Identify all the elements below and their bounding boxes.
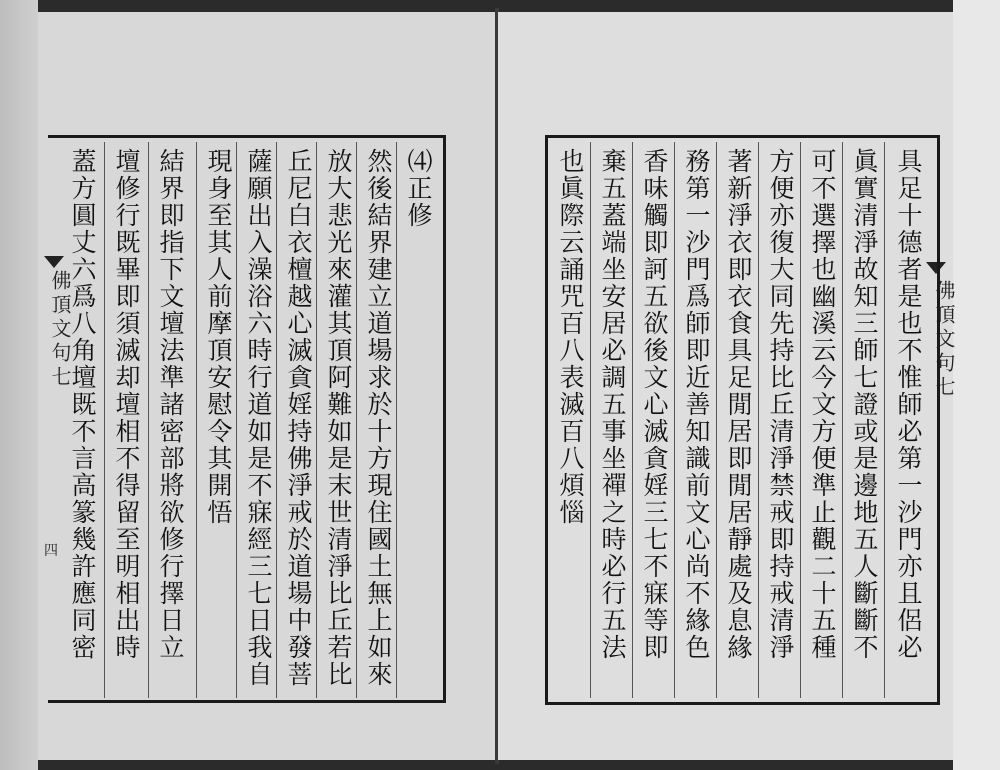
left-book-margin	[0, 0, 38, 770]
right-edge-title: 佛頂文句七	[932, 280, 956, 400]
column-rule	[632, 142, 633, 698]
column-rule	[800, 142, 801, 698]
text-column: 方便亦復大同先持比丘清淨禁戒即持戒清淨	[766, 148, 795, 661]
column-rule	[842, 142, 843, 698]
left-edge-title: 佛頂文句七	[48, 270, 72, 390]
column-rule	[276, 142, 277, 698]
right-book-margin	[953, 0, 1000, 770]
column-rule	[396, 142, 397, 698]
text-column: 現身至其人前摩頂安慰令其開悟	[204, 148, 233, 526]
left-page-number: 四	[44, 543, 58, 559]
column-rule	[236, 142, 237, 698]
text-column: 著新淨衣即衣食具足閒居即閒居靜處及息緣	[724, 148, 753, 661]
text-column: 務第一沙門爲師即近善知識前文心尚不緣色	[682, 148, 711, 661]
column-rule	[104, 142, 105, 698]
column-rule	[316, 142, 317, 698]
text-column: 然後結界建立道場求於十方現住國土無上如來	[364, 148, 393, 688]
text-column: 壇修行既畢即須滅却壇相不得留至明相出時	[112, 148, 141, 661]
text-column: 薩願出入澡浴六時行道如是不寐經三七日我自	[244, 148, 273, 688]
text-column: 也眞際云誦咒百八表滅百八煩惱	[556, 148, 585, 526]
column-rule	[674, 142, 675, 698]
text-column: 具足十德者是也不惟師必第一沙門亦且侶必	[894, 148, 923, 661]
column-rule	[148, 142, 149, 698]
text-column: 結界即指下文壇法準諸密部將欲修行擇日立	[156, 148, 185, 661]
text-column: 可不選擇也幽溪云今文方便準止觀二十五種	[808, 148, 837, 661]
column-rule	[196, 142, 197, 698]
text-column: 香味觸即訶五欲後文心滅貪婬三七不寐等即	[640, 148, 669, 661]
text-column: 放大悲光來灌其頂阿難如是末世清淨比丘若比	[324, 148, 353, 688]
column-rule	[758, 142, 759, 698]
text-column: 眞實清淨故知三師七證或是邊地五人斷斷不	[850, 148, 879, 661]
text-column: ⑷正修	[404, 148, 433, 229]
column-rule	[590, 142, 591, 698]
text-column: 棄五蓋端坐安居必調五事坐禪之時必行五法	[598, 148, 627, 661]
right-text-frame	[545, 135, 940, 705]
text-column: 蓋方圓丈六爲八角壇既不言高篆幾許應同密	[68, 148, 97, 661]
text-column: 丘尼白衣檀越心滅貪婬持佛淨戒於道場中發菩	[284, 148, 313, 688]
column-rule	[716, 142, 717, 698]
left-text-frame	[48, 135, 446, 703]
column-rule	[356, 142, 357, 698]
column-rule	[884, 142, 885, 698]
